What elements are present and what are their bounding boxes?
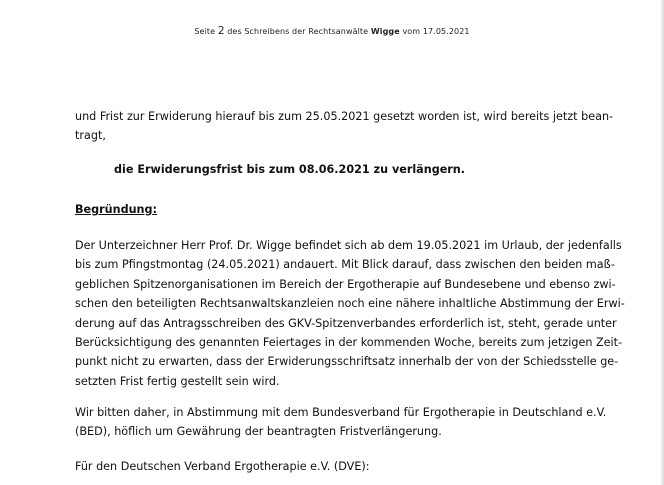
- text-line: Der Unterzeichner Herr Prof. Dr. Wigge befindet sich ab dem 19.05.2021 im Urlaub, der jedenfalls: [75, 239, 622, 252]
- text-line: bis zum Pfingstmontag (24.05.2021) andauert. Mit Blick darauf, dass zwischen den beiden maß-: [75, 258, 615, 272]
- text-line: schen den beteiligten Rechtsanwaltskanzleien noch eine nähere inhaltliche Abstimmung der Erwi-: [75, 297, 625, 311]
- text-line: und Frist zur Erwiderung hierauf bis zum 25.05.2021 gesetzt worden ist, wird bereits jetzt bean-: [75, 110, 614, 123]
- text-line: punkt nicht zu erwarten, dass der Erwiderungsschriftsatz innerhalb der von der Schiedsstelle ge-: [75, 355, 619, 369]
- motion-text: die Erwiderungsfrist bis zum 08.06.2021 zu verlängern.: [114, 163, 466, 176]
- text-line: Wir bitten daher, in Abstimmung mit dem Bundesverband für Ergotherapie in Deutschland e.V.: [75, 406, 607, 419]
- text-line: derung auf das Antragsschreiben des GKV-Spitzenverbandes erforderlich ist, steht, gerade unter: [75, 316, 617, 330]
- section-heading: Begründung:: [75, 203, 157, 216]
- paragraph-request: [75, 403, 607, 442]
- paragraph-reasoning: [75, 236, 625, 391]
- header-page-number: 2: [217, 25, 225, 37]
- text-line: (BED), höflich um Gewährung der beantragten Fristverlängerung.: [75, 425, 442, 439]
- paragraph-closing: [75, 457, 585, 476]
- text-line: geblichen Spitzenorganisationen im Bereich der Ergotherapie auf Bundesebene und ebenso zwi-: [75, 277, 616, 291]
- header-middle: des Schreibens der Rechtsanwälte: [227, 27, 369, 36]
- header-suffix: vom 17.05.2021: [402, 27, 470, 36]
- page-header: [0, 25, 664, 37]
- text-line: Berücksichtigung des genannten Feiertages in der kommenden Woche, bereits zum jetzigen Zeit-: [75, 336, 623, 350]
- text-line: Für den Deutschen Verband Ergotherapie e.V. (DVE):: [75, 460, 370, 473]
- header-prefix: Seite: [194, 27, 216, 36]
- text-line: setzten Frist fertig gestellt sein wird.: [75, 374, 280, 388]
- header-name: Wigge: [370, 27, 400, 36]
- text-line: tragt,: [75, 129, 106, 143]
- paragraph-intro: [75, 107, 614, 146]
